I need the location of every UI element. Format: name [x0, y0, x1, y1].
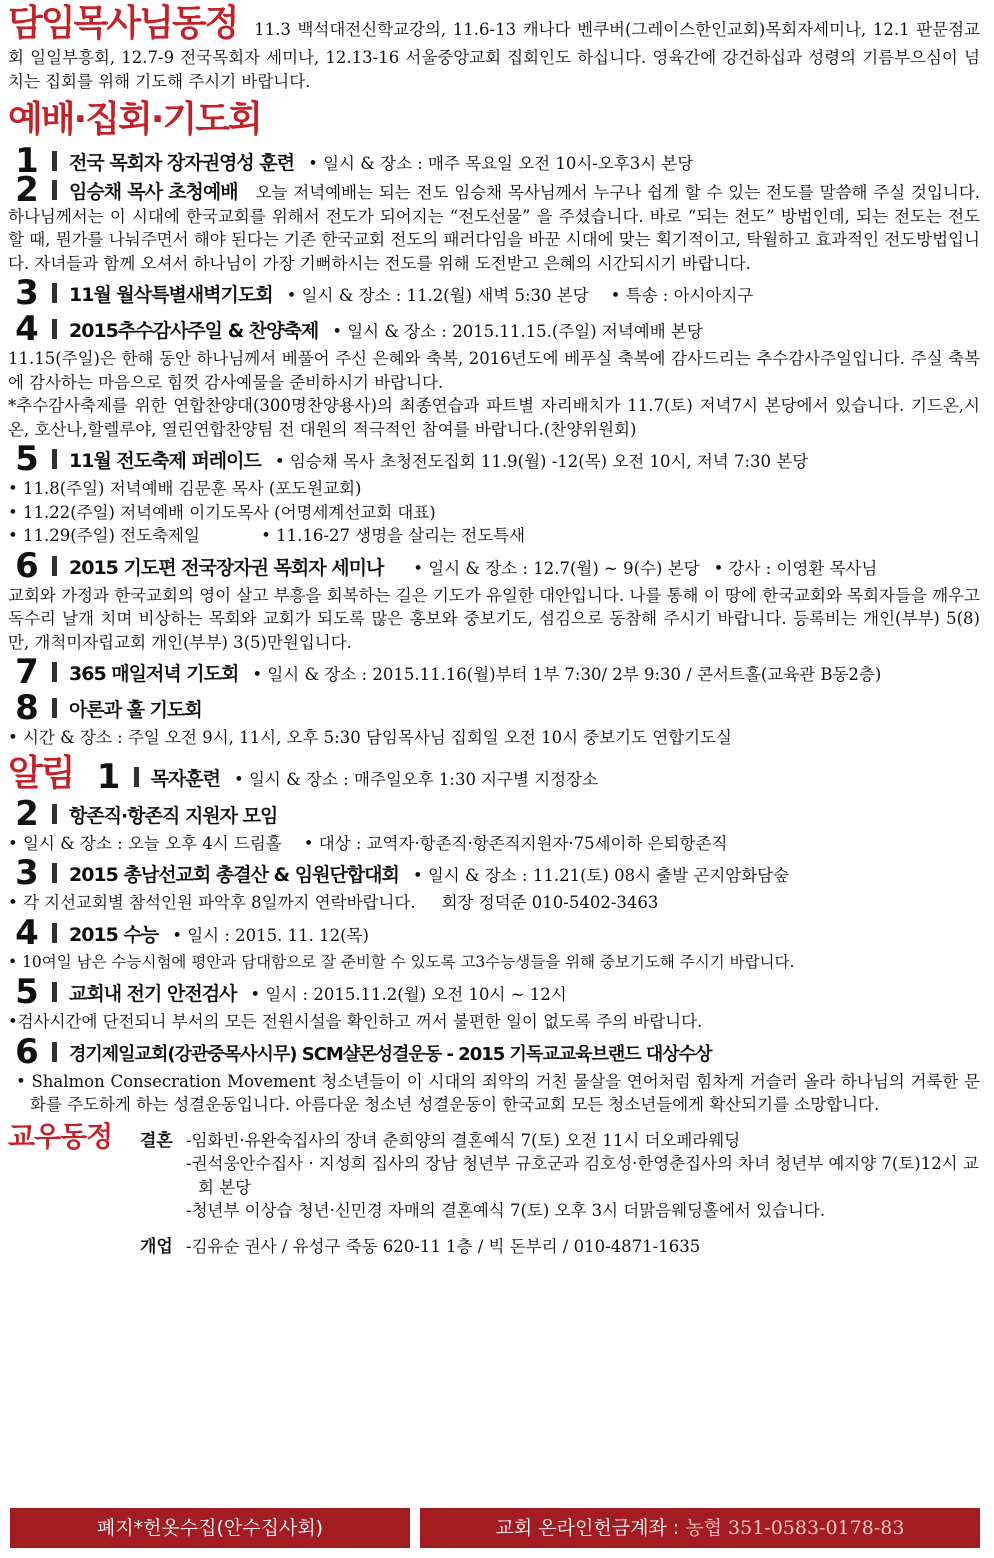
item-title: 2015 총남선교회 총결산 & 임원단합대회	[69, 864, 399, 886]
item-number: 3	[15, 273, 39, 313]
item-title: 2015추수감사주일 & 찬양축제	[69, 320, 319, 342]
item-body-2: *추수감사축제를 위한 연합찬양대(300명찬양용사)의 최종연습과 파트별 자리배치가 11.7(토) 저녁7시 본당에서 있습니다. 기드온,시온, 호산나,할렐루야, 열린연합찬양팀 전 대원의 적극적인 참여를 바랍니다.(찬양위원회)	[8, 396, 980, 439]
worship-item-1	[8, 143, 980, 179]
members-section	[8, 1119, 980, 1260]
footer	[10, 1508, 980, 1548]
divider-bar	[52, 982, 57, 1002]
item-body: • 각 지선교회별 참석인원 파악후 8일까지 연락바랍니다.	[8, 893, 416, 912]
divider-bar	[52, 180, 57, 200]
item-number: 8	[15, 688, 39, 728]
item-number: 2	[15, 170, 39, 210]
worship-section-title: 예배·집회·기도회	[8, 99, 261, 140]
divider-bar	[52, 698, 57, 718]
list-item: -권석웅안수집사 · 지성희 집사의 장남 청년부 규호군과 김호성·한영춘집사의 차녀 청년부 예지양 7(토)12시 교회 본당	[186, 1154, 979, 1197]
item-detail: • 일시 & 장소 : 2015.11.15.(주일) 저녁예배 본당	[332, 322, 703, 341]
item-detail: • 일시 & 장소 : 11.21(토) 08시 출발 곤지암화담숲	[412, 866, 790, 885]
pastor-text: 11.3 백석대전신학교강의, 11.6-13 캐나다 벤쿠버(그레이스한인교회)목회자세미나, 12.1 판문점교회 일일부흥회, 12.7-9 전국목회자 세미나, 12.13-16 서울중앙교회 집회인도 하십니다. 영육간에 강건하십과 성령의 기름부으심이 넘치는 집회를 위해 기도해 주시기 바랍니다.	[8, 20, 981, 91]
item-detail: • 일시 & 장소 : 매주 목요일 오전 10시-오후3시 본당	[308, 154, 694, 173]
item-number: 1	[96, 756, 121, 797]
list-item: • 11.16-27 생명을 살리는 전도특새	[261, 526, 526, 545]
item-body-2: 회장 정덕준 010-5402-3463	[441, 893, 659, 912]
item-title: 경기제일교회(강관중목사시무) SCM샬몬성결운동 - 2015 기독교교육브랜드 대상수상	[69, 1043, 712, 1065]
notice-section-title: 알림	[8, 752, 74, 794]
notice-item-5	[8, 974, 980, 1010]
wedding-label-cell	[140, 1125, 186, 1223]
item-title: 11월 월삭특별새벽기도회	[69, 284, 273, 306]
item-number: 7	[15, 652, 39, 692]
item-detail: 오늘 저녁예배는 되는 전도 임승채 목사님께서 누구나 쉽게 할 수 있는 전도를 말씀해 주실 것입니다. 하나님께서는 이 시대에 한국교회를 위해서 전도가 되어지는 “전도선물” 을 주셨습니다. 바로 “되는 전도” 방법인데, 되는 전도는 전도할 때, 뭔가를 나눠주면서 해야 된다는 기존 한국교회 전도의 패러다임을 바꾼 시대에 맞는 획기적이고, 탁월하고 효과적인 전도방법입니다. 자녀들과 함께 오셔서 하나님이 가장 기뻐하시는 전도를 위해 도전받고 은혜의 시간되시기 바랍니다.	[8, 183, 981, 273]
item-number: 2	[15, 793, 39, 834]
item-title: 2015 기도편 전국장자권 목회자 세미나	[69, 556, 384, 579]
list-item: • 11.22(주일) 저녁예배 이기도목사 (어명세계선교회 대표)	[8, 502, 436, 522]
members-title-cell	[8, 1119, 140, 1223]
notice-item-3	[8, 855, 980, 891]
divider-bar	[52, 283, 57, 303]
item-title: 임승채 목사 초청예배	[69, 181, 238, 203]
divider-bar	[52, 804, 57, 824]
divider-bar	[52, 923, 57, 943]
divider-bar	[52, 1042, 57, 1062]
item-body-row	[8, 832, 980, 856]
divider-bar	[52, 449, 57, 469]
item-title: 11월 전도축제 퍼레이드	[69, 450, 261, 472]
item-number: 4	[15, 309, 39, 349]
item-body: • 시간 & 장소 : 주일 오전 9시, 11시, 오후 5:30 담임목사님 집회일 오전 10시 중보기도 연합기도실	[8, 728, 732, 747]
opening-text: -김유순 권사 / 유성구 죽동 620-11 1층 / 빅 돈부리 / 010-4871-1635	[186, 1236, 701, 1256]
wedding-label: 결혼	[140, 1130, 173, 1151]
footer-account-number: 농협 351-0583-0178-83	[685, 1517, 905, 1539]
list-item: -청년부 이상습 청년·신민경 자매의 결혼예식 7(토) 오후 3시 더맑음웨딩홀에서 있습니다.	[186, 1201, 826, 1220]
item-number: 3	[15, 853, 39, 893]
list-item: • 11.29(주일) 전도축제일	[8, 526, 200, 545]
item-body-2: • 대상 : 교역자·항존직·항존직지원자·75세이하 은퇴항존직	[303, 833, 728, 853]
wedding-block	[8, 1119, 980, 1223]
item-body: • Shalmon Consecration Movement 청소년들이 이 시대의 죄악의 거친 물살을 연어처럼 힘차게 거슬러 올라 하나님의 거룩한 문화를 주도하게 하는 성결운동입니다. 아름다운 청소년 성결운동이 한국교회 모든 청소년들에게 확산되기를 소망합니다.	[16, 1071, 980, 1114]
pastor-section-title: 담임목사님동정	[8, 3, 238, 44]
divider-bar	[52, 151, 57, 171]
item-body: 11.15(주일)은 한해 동안 하나님께서 베풀어 주신 은혜와 축복, 2016년도에 베푸실 축복에 감사드리는 추수감사주일입니다. 주실 축복에 감사하는 마음으로 힘껏 감사예물을 준비하시기 바랍니다.	[8, 349, 980, 392]
worship-item-2	[8, 170, 981, 275]
pastor-paragraph	[8, 2, 980, 93]
worship-item-6	[8, 545, 980, 586]
notice-item-2	[8, 793, 980, 834]
pastor-section	[8, 0, 980, 93]
worship-item-7	[8, 654, 980, 690]
notice-item-1	[8, 752, 980, 796]
item-body-row	[8, 891, 980, 915]
opening-block	[8, 1235, 980, 1260]
item-detail-2: • 특송 : 아시아지구	[610, 286, 754, 305]
item-body: 교회와 가정과 한국교회의 영이 살고 부흥을 회복하는 길은 기도가 유일한 대안입니다. 나를 통해 이 땅에 한국교회와 목회자들을 깨우고 독수리 날개 치며 비상하는 목회와 교회가 되도록 많은 홍보와 중보기도, 섬김으로 동참해 주시기 바랍니다. 등록비는 개인(부부) 5(8)만, 개척미자립교회 개인(부부) 3(5)만원입니다.	[8, 585, 980, 652]
item-number: 6	[15, 1031, 39, 1072]
divider-bar	[134, 767, 139, 787]
item-title: 항존직·항존직 지원자 모임	[69, 804, 278, 827]
item-title: 전국 목회자 장자권영성 훈련	[69, 152, 295, 174]
item-detail-2: • 강사 : 이영환 목사님	[713, 558, 878, 578]
footer-account-label: 교회 온라인헌금계좌 :	[495, 1517, 680, 1539]
item-body: •검사시간에 단전되니 부서의 모든 전원시설을 확인하고 꺼서 불편한 일이 없도록 주의 바랍니다.	[8, 1012, 703, 1031]
item-title: 2015 수능	[69, 923, 159, 946]
members-section-title: 교우동정	[8, 1119, 113, 1153]
worship-item-5	[8, 441, 980, 477]
notice-section	[8, 752, 980, 1117]
item-detail: • 일시 & 장소 : 11.2(월) 새벽 5:30 본당	[286, 286, 589, 305]
opening-label: 개업	[140, 1236, 173, 1257]
opening-label-cell	[140, 1235, 186, 1260]
worship-item-4	[8, 311, 980, 347]
item-number: 5	[15, 972, 39, 1012]
item-detail: • 임승채 목사 초청전도집회 11.9(월) -12(목) 오전 10시, 저녁 7:30 본당	[274, 452, 809, 471]
list-item: -임화빈·유완숙집사의 장녀 춘희양의 결혼예식 7(토) 오전 11시 더오페라웨딩	[186, 1130, 741, 1150]
divider-bar	[52, 319, 57, 339]
item-title: 목자훈련	[150, 767, 220, 790]
item-title: 아론과 훌 기도회	[69, 699, 202, 721]
item-detail: • 일시 & 장소 : 2015.11.16(월)부터 1부 7:30/ 2부 9:30 / 콘서트홀(교육관 B동2층)	[252, 665, 882, 684]
worship-section	[8, 97, 980, 750]
divider-bar	[52, 863, 57, 883]
item-number: 6	[15, 545, 39, 586]
footer-left-text: 폐지*헌옷수집(안수집사회)	[96, 1517, 324, 1539]
list-item: • 11.8(주일) 저녁예배 김문훈 목사 (포도원교회)	[8, 479, 362, 498]
item-detail: • 일시 & 장소 : 12.7(월) ~ 9(수) 본당	[413, 558, 700, 578]
opening-spacer	[8, 1235, 140, 1260]
item-number: 1	[15, 141, 39, 181]
footer-left-box	[10, 1508, 410, 1548]
item-body: • 10여일 남은 수능시험에 평안과 담대함으로 잘 준비할 수 있도록 고3수능생들을 위해 중보기도해 주시기 바랍니다.	[8, 952, 795, 971]
item-title: 교회내 전기 안전검사	[69, 983, 237, 1005]
worship-item-3	[8, 275, 980, 311]
item-detail: • 일시 : 2015.11.2(월) 오전 10시 ~ 12시	[250, 985, 567, 1004]
worship-item-8	[8, 690, 980, 726]
item-number: 5	[15, 439, 39, 479]
divider-bar	[52, 662, 57, 682]
wedding-list	[186, 1125, 980, 1223]
item-detail: • 일시 : 2015. 11. 12(목)	[172, 925, 369, 945]
item-detail: • 일시 & 장소 : 매주일오후 1:30 지구별 지정장소	[233, 769, 598, 789]
divider-bar	[52, 556, 57, 576]
footer-right-box	[420, 1508, 980, 1548]
item-body: • 일시 & 장소 : 오늘 오후 4시 드림홀	[8, 833, 282, 853]
notice-item-4	[8, 912, 980, 953]
item-title: 365 매일저녁 기도회	[69, 663, 239, 685]
notice-item-6	[8, 1031, 980, 1072]
list-item-row	[8, 524, 980, 548]
item-number: 4	[15, 912, 39, 953]
